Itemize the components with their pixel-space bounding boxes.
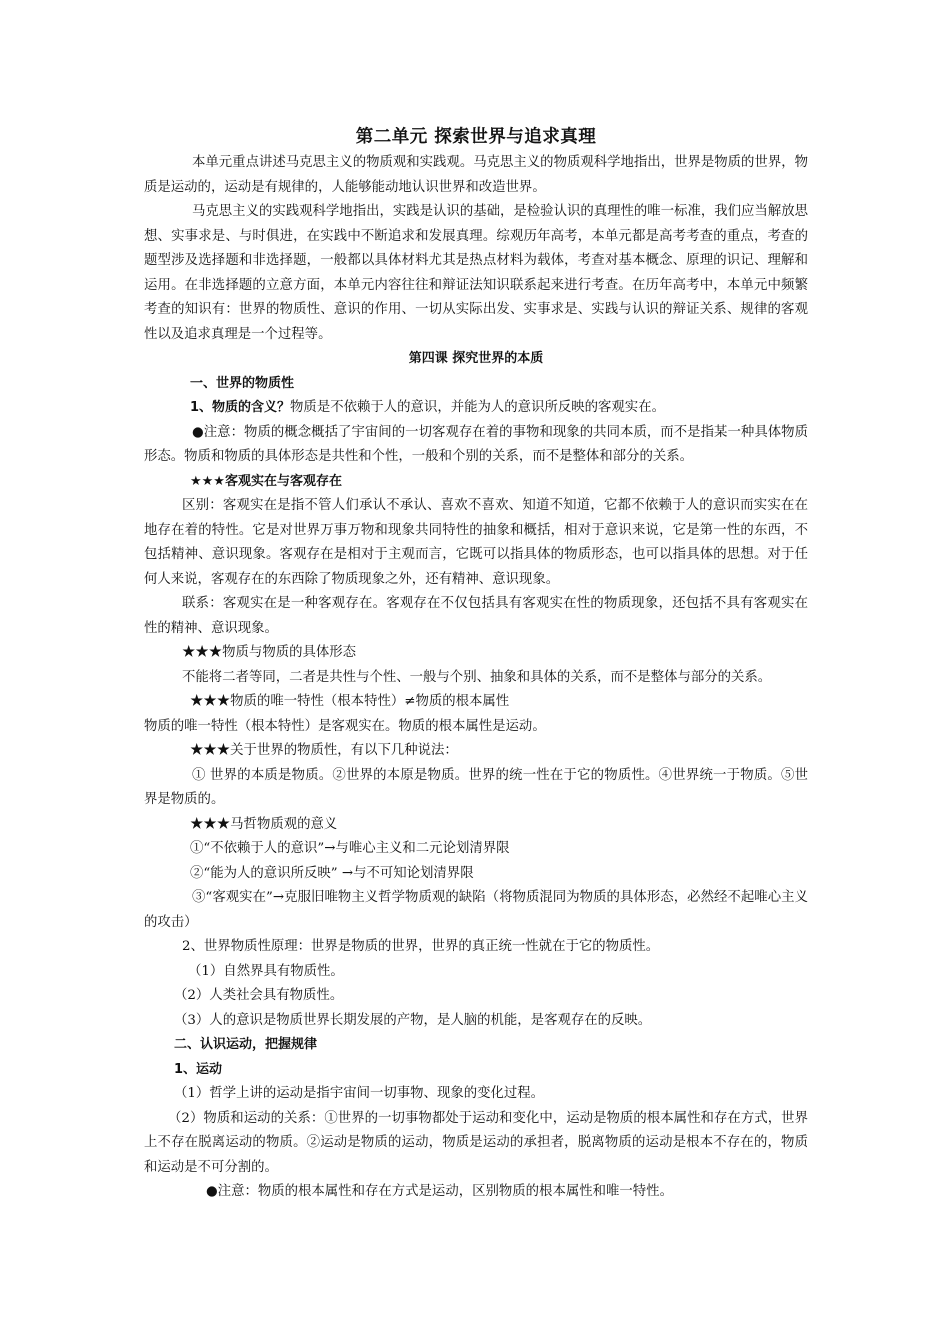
section-1-heading: 一、世界的物质性 <box>190 375 295 391</box>
section-1-2-item-1: （1）自然界具有物质性。 <box>188 963 344 979</box>
star-heading-matter-forms: ★★★物质与物质的具体形态 <box>182 645 357 660</box>
section-2-1-heading: 1、运动 <box>174 1061 223 1077</box>
significance-item-2: ②“能为人的意识所反映” →与不可知论划清界限 <box>190 865 474 881</box>
section-2-heading: 二、认识运动，把握规律 <box>174 1037 318 1052</box>
difference-paragraph: 区别：客观实在是指不管人们承认不承认、喜欢不喜欢、知道不知道，它都不依赖于人的意识而实实在在地存在着的特性。它是对世界万事万物和现象共同特性的抽象和概括，相对于意识来说，它是第一性的东西，不包括精神、意识现象。客观存在是相对于主观而言，它既可以指具体的物质形态，也可以指具体的思想。对于任何人来说，客观存在的东西除了物质现象之外，还有精神、意识现象。 <box>144 498 808 587</box>
note-paragraph-1: ●注意：物质的概念概括了宇宙间的一切客观存在着的事物和现象的共同本质，而不是指某一种具体物质形态。物质和物质的具体形态是共性和个性，一般和个别的关系，而不是整体和部分的关系。 <box>144 424 808 464</box>
materiality-sayings-text: ① 世界的本质是物质。②世界的本原是物质。世界的统一性在于它的物质性。④世界统一于物质。⑤世界是物质的。 <box>144 767 808 807</box>
section-1-1-label: 1、物质的含义？ <box>190 400 291 415</box>
matter-forms-text: 不能将二者等同，二者是共性与个性、一般与个别、抽象和具体的关系，而不是整体与部分的关系。 <box>182 669 772 685</box>
significance-item-1: ①“不依赖于人的意识”→与唯心主义和二元论划清界限 <box>190 841 510 856</box>
section-1-2-item-2: （2）人类社会具有物质性。 <box>174 988 344 1003</box>
star-heading-materiality-sayings: ★★★关于世界的物质性，有以下几种说法： <box>190 743 458 758</box>
significance-item-3: ③“客观实在”→克服旧唯物主义哲学物质观的缺陷（将物质混同为物质的具体形态，必然经不起唯心主义的攻击） <box>144 890 808 930</box>
unique-property-text: 物质的唯一特性（根本特性）是客观实在。物质的根本属性是运动。 <box>144 718 546 734</box>
note-paragraph-2: ●注意：物质的根本属性和存在方式是运动，区别物质的根本属性和唯一特性。 <box>206 1184 673 1199</box>
section-1-2-paragraph: 2、世界物质性原理：世界是物质的世界，世界的真正统一性就在于它的物质性。 <box>182 939 660 954</box>
connection-paragraph: 联系：客观实在是一种客观存在。客观存在不仅包括具有客观实在性的物质现象，还包括不具有客观实在性的精神、意识现象。 <box>144 596 808 636</box>
lesson-title: 第四课 探究世界的本质 <box>408 351 544 366</box>
star-heading-objective-reality: ★★★客观实在与客观存在 <box>190 473 342 489</box>
section-1-1-paragraph <box>144 396 808 421</box>
star-heading-significance: ★★★马哲物质观的意义 <box>190 816 338 832</box>
section-1-2-item-3: （3）人的意识是物质世界长期发展的产物，是人脑的机能，是客观存在的反映。 <box>174 1012 652 1028</box>
section-2-1-item-1: （1）哲学上讲的运动是指宇宙间一切事物、现象的变化过程。 <box>174 1086 545 1101</box>
section-1-1-text: 物质是不依赖于人的意识，并能为人的意识所反映的客观实在。 <box>290 400 665 415</box>
unit-title: 第二单元 探索世界与追求真理 <box>355 127 597 147</box>
intro-paragraph-1: 本单元重点讲述马克思主义的物质观和实践观。马克思主义的物质观科学地指出，世界是物质的世界，物质是运动的，运动是有规律的，人能够能动地认识世界和改造世界。 <box>144 155 808 195</box>
intro-paragraph-2: 马克思主义的实践观科学地指出，实践是认识的基础，是检验认识的真理性的唯一标准，我们应当解放思想、实事求是、与时俱进，在实践中不断追求和发展真理。综观历年高考，本单元都是高考考查的重点，考查的题型涉及选择题和非选择题，一般都以具体材料尤其是热点材料为载体，考查对基本概念、原理的识记、理解和运用。在非选择题的立意方面，本单元内容往往和辩证法知识联系起来进行考查。在历年高考中，本单元中频繁考查的知识有：世界的物质性、意识的作用、一切从实际出发、实事求是、实践与认识的辩证关系、规律的客观性以及追求真理是一个过程等。 <box>144 204 808 342</box>
document-page <box>144 124 808 1205</box>
star-heading-unique-property: ★★★物质的唯一特性（根本特性）≠物质的根本属性 <box>190 694 510 709</box>
section-2-1-item-2: （2）物质和运动的关系：①世界的一切事物都处于运动和变化中，运动是物质的根本属性和存在方式，世界上不存在脱离运动的物质。②运动是物质的运动，物质是运动的承担者，脱离物质的运动是根本不存在的，物质和运动是不可分割的。 <box>144 1110 808 1175</box>
